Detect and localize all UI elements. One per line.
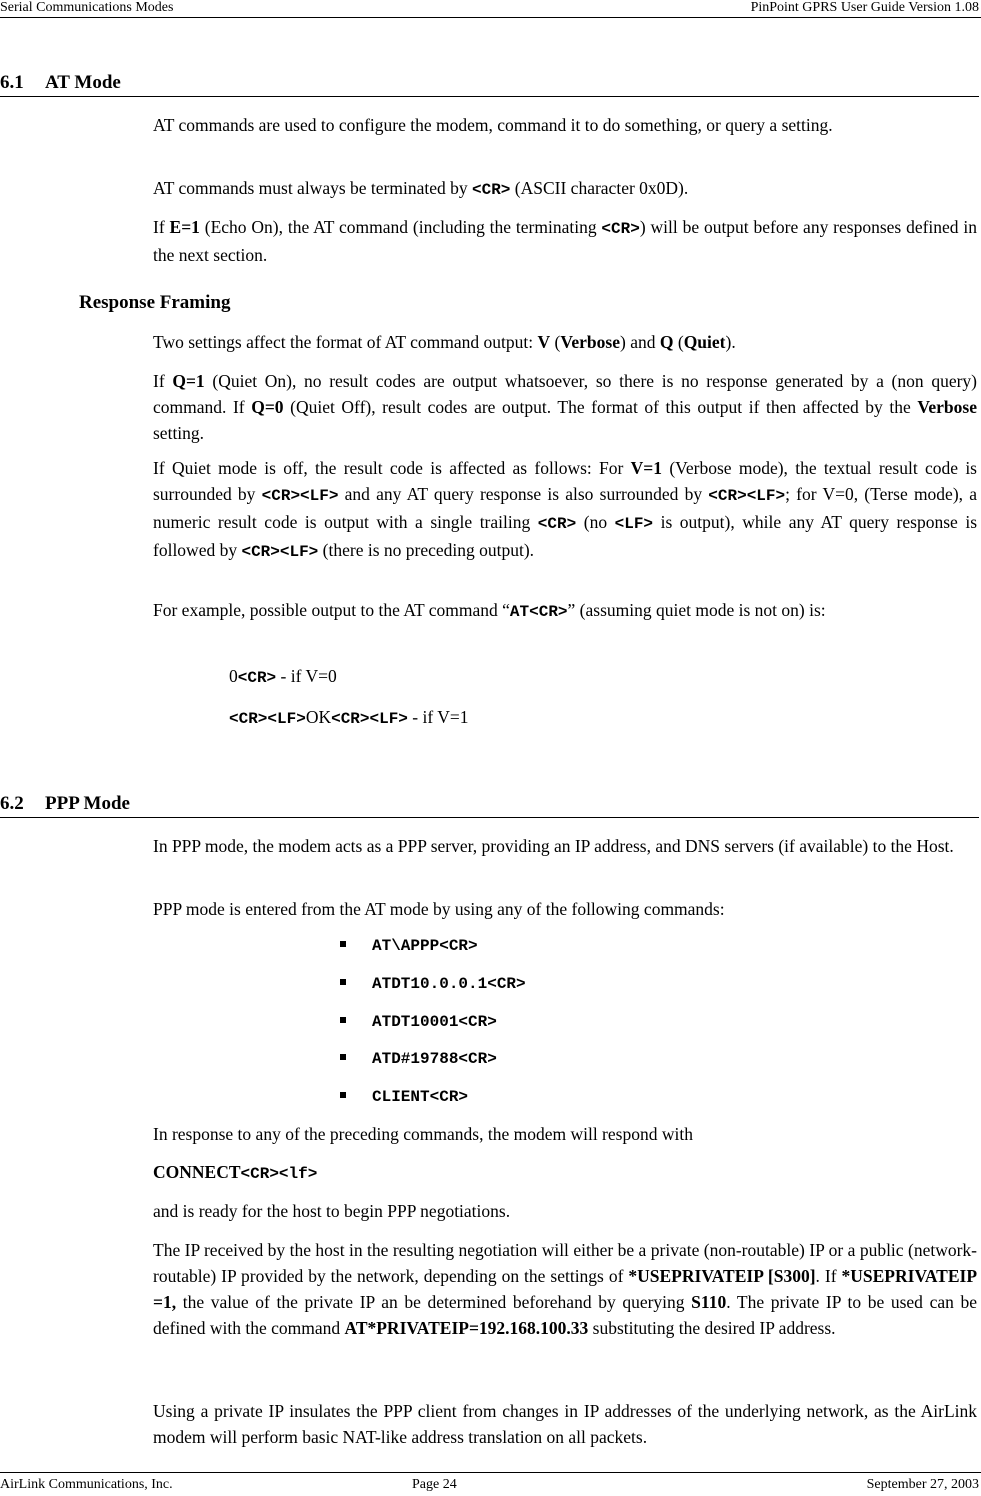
command-list-item: AT\APPP<CR> — [340, 931, 478, 959]
header-chapter: Serial Communications Modes — [0, 0, 174, 15]
section-heading-6-2 — [0, 793, 979, 818]
footer-page-number: Page 24 — [412, 1477, 457, 1492]
paragraph-example: For example, possible output to the AT command “AT<CR>” (assuming quiet mode is not on) is: — [153, 600, 826, 621]
footer-company: AirLink Communications, Inc. — [0, 1477, 173, 1492]
bullet-square-icon — [340, 1054, 346, 1060]
page-header — [0, 0, 981, 18]
paragraph-echo: If E=1 (Echo On), the AT command (including the terminating <CR>) will be output before any responses defined in the next section. — [153, 217, 977, 265]
section-title: AT Mode — [45, 72, 121, 93]
paragraph-quiet-mode: If Q=1 (Quiet On), no result codes are output whatsoever, so there is no response generated by a (non query) command. If Q=0 (Quiet Off), result codes are output. The format of this output if then affected by the Verbose setting. — [153, 371, 977, 443]
paragraph-ppp-entry: PPP mode is entered from the AT mode by using any of the following commands: — [153, 899, 725, 919]
subheading-response-framing: Response Framing — [79, 292, 231, 313]
paragraph-ppp-intro: In PPP mode, the modem acts as a PPP server, providing an IP address, and DNS servers (if available) to the Host. — [153, 836, 954, 856]
paragraph-ppp-response: In response to any of the preceding commands, the modem will respond with — [153, 1124, 693, 1144]
paragraph-ppp-ready: and is ready for the host to begin PPP negotiations. — [153, 1201, 511, 1221]
connect-response: CONNECT<CR><lf> — [153, 1162, 318, 1183]
paragraph-verbose-mode: If Quiet mode is off, the result code is affected as follows: For V=1 (Verbose mode), the textual result code is surrounded by <CR><LF> and any AT query response is also surrounded by <CR><LF>; for V=0, (Terse mode), a numeric result code is output with a single trailing <CR> (no <LF> is output), while any AT query response is followed by <CR><LF> (there is no preceding output). — [153, 458, 978, 561]
bullet-square-icon — [340, 1092, 346, 1098]
section-title: PPP Mode — [45, 793, 130, 814]
bullet-square-icon — [340, 941, 346, 947]
command-list-item: ATD#19788<CR> — [340, 1044, 497, 1072]
paragraph-at-termination: AT commands must always be terminated by <CR> (ASCII character 0x0D). — [153, 178, 689, 199]
section-heading-6-1 — [0, 72, 979, 97]
page-footer — [0, 1472, 981, 1496]
paragraph-private-ip: The IP received by the host in the resulting negotiation will either be a private (non-routable) IP or a public (network-routable) IP provided by the network, depending on the settings of *USEPRIVATEIP [S300]. If *USEPRIVATEIP =1, the value of the private IP an be determined beforehand by querying S110. The private IP to be used can be defined with the command AT*PRIVATEIP=192.168.100.33 substituting the desired IP address. — [153, 1240, 978, 1338]
example-terse: 0<CR> - if V=0 — [229, 666, 337, 687]
bullet-square-icon — [340, 1017, 346, 1023]
paragraph-at-intro: AT commands are used to configure the modem, command it to do something, or query a setting. — [153, 115, 833, 135]
command-list-item: ATDT10.0.0.1<CR> — [340, 969, 526, 997]
paragraph-framing-settings: Two settings affect the format of AT command output: V (Verbose) and Q (Quiet). — [153, 332, 736, 352]
header-guide-title: PinPoint GPRS User Guide Version 1.08 — [750, 0, 979, 15]
section-number: 6.1 — [0, 72, 24, 93]
command-list-item: ATDT10001<CR> — [340, 1007, 497, 1035]
section-number: 6.2 — [0, 793, 24, 814]
bullet-square-icon — [340, 979, 346, 985]
footer-date: September 27, 2003 — [866, 1477, 979, 1492]
example-verbose: <CR><LF>OK<CR><LF> - if V=1 — [229, 707, 469, 728]
command-list-item: CLIENT<CR> — [340, 1082, 468, 1110]
paragraph-nat: Using a private IP insulates the PPP client from changes in IP addresses of the underlying network, as the AirLink modem will perform basic NAT-like address translation on all packets. — [153, 1401, 977, 1447]
